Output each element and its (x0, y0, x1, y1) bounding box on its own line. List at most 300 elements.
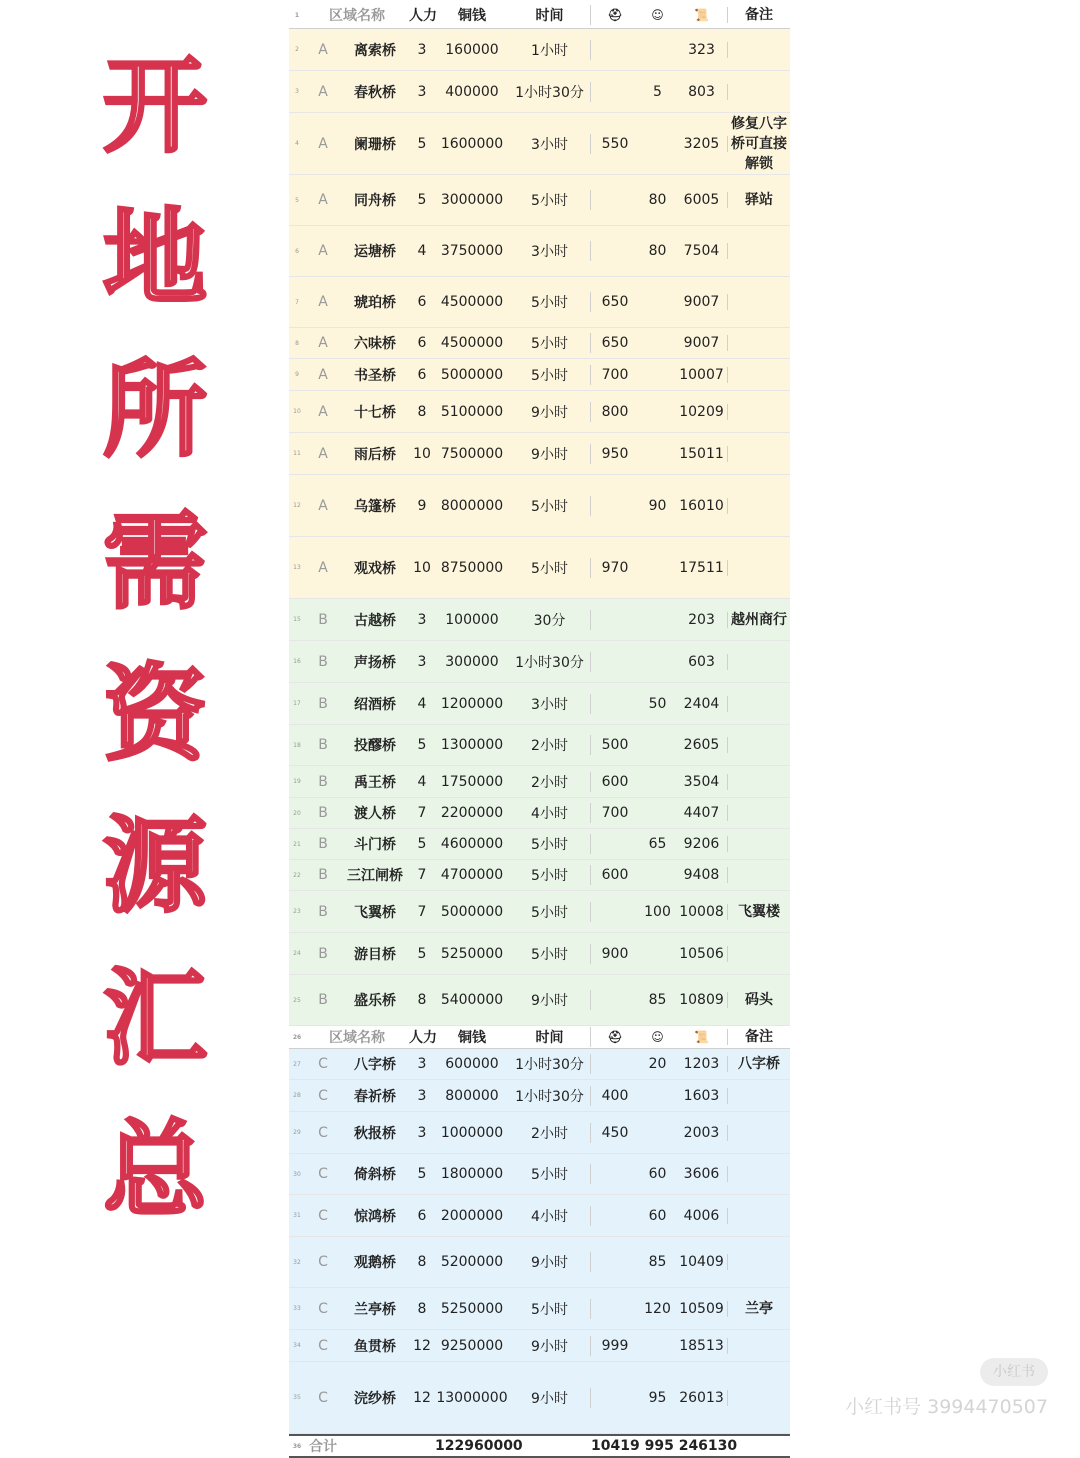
table-row (289, 766, 790, 798)
resource2-cell: 50 (648, 695, 667, 712)
money-cell: 9250000 (440, 1337, 504, 1354)
title-char: 汇 (102, 957, 207, 1079)
row-number: 24 (293, 950, 301, 957)
area-cell: C (318, 1337, 328, 1354)
row-number: 2 (295, 46, 299, 53)
area-cell: A (318, 243, 328, 259)
table-row (289, 475, 790, 537)
resource3-cell: 3606 (676, 1166, 728, 1182)
bridge-name: 观戏桥 (354, 560, 396, 577)
area-cell: C (318, 1254, 328, 1270)
row-number: 3 (295, 88, 299, 95)
time-cell: 5小时 (509, 944, 591, 964)
manpower-cell: 9 (417, 497, 427, 514)
time-cell: 3小时 (509, 134, 591, 154)
header-time: 时间 (509, 1027, 591, 1047)
resource3-cell: 4006 (676, 1208, 728, 1224)
area-cell: B (318, 653, 328, 670)
resource1-cell: 999 (601, 1337, 629, 1354)
money-cell: 4700000 (440, 867, 504, 883)
manpower-cell: 3 (417, 1087, 427, 1104)
bridge-name: 鱼贯桥 (354, 1338, 396, 1355)
table-row (289, 1237, 790, 1288)
time-cell: 1小时30分 (509, 652, 591, 672)
time-cell: 30分 (509, 610, 591, 630)
row-number: 19 (293, 778, 301, 785)
row-number: 27 (293, 1060, 301, 1068)
bridge-name: 三江闸桥 (347, 868, 403, 884)
table-row (289, 933, 790, 975)
title-char: 需 (102, 501, 207, 623)
row-number: 6 (295, 247, 299, 255)
total-r3: 246130 (678, 1438, 738, 1454)
bridge-name: 盛乐桥 (354, 993, 396, 1009)
time-cell: 5小时 (509, 1164, 591, 1184)
area-cell: C (318, 1087, 328, 1104)
table-row (289, 860, 790, 891)
resource3-cell: 3205 (676, 136, 728, 152)
title-char: 总 (102, 1109, 207, 1231)
manpower-cell: 6 (417, 335, 427, 351)
manpower-cell: 5 (417, 945, 427, 962)
header-manpower: 人力 (409, 1030, 437, 1046)
area-cell: C (318, 1389, 328, 1406)
money-cell: 1000000 (440, 1124, 504, 1141)
manpower-cell: 10 (413, 559, 431, 576)
table-row (289, 1112, 790, 1154)
bridge-name: 春秋桥 (354, 84, 396, 101)
header-manpower: 人力 (409, 8, 437, 24)
app-logo: 小红书 (980, 1358, 1048, 1386)
time-cell: 3小时 (509, 241, 591, 261)
scroll-icon: 📜 (676, 1029, 728, 1045)
time-cell: 4小时 (509, 1206, 591, 1226)
row-number: 36 (292, 1442, 302, 1450)
bridge-name: 斗门桥 (354, 837, 396, 853)
row-number: 16 (293, 658, 301, 665)
money-cell: 5100000 (440, 403, 504, 420)
money-cell: 7500000 (440, 445, 504, 462)
table-row (289, 1288, 790, 1330)
manpower-cell: 10 (413, 445, 431, 462)
manpower-cell: 5 (417, 192, 427, 208)
area-cell: B (318, 903, 328, 920)
resource3-cell: 15011 (676, 446, 728, 462)
manpower-cell: 8 (417, 403, 427, 420)
row-number: 17 (293, 700, 301, 707)
time-cell: 9小时 (509, 402, 591, 422)
row-number: 33 (293, 1305, 301, 1312)
resource3-cell: 17511 (676, 560, 728, 576)
total-label: 合计 (309, 1439, 337, 1455)
row-number: 34 (293, 1342, 301, 1349)
money-cell: 2200000 (440, 805, 504, 821)
bridge-name: 倚斜桥 (354, 1167, 396, 1183)
manpower-cell: 5 (417, 135, 427, 152)
resource1-cell: 500 (601, 737, 629, 753)
resource3-cell: 2003 (676, 1125, 728, 1141)
resource2-cell: 20 (648, 1056, 667, 1072)
manpower-cell: 3 (417, 83, 427, 100)
table-row (289, 683, 790, 725)
area-cell: B (318, 737, 328, 753)
manpower-cell: 4 (417, 243, 427, 259)
table-row (289, 537, 790, 599)
money-cell: 4500000 (440, 294, 504, 310)
time-cell: 5小时 (509, 558, 591, 578)
bridge-name: 八字桥 (354, 1057, 396, 1073)
row-number: 29 (293, 1129, 301, 1136)
resource2-cell: 60 (648, 1207, 667, 1224)
money-cell: 100000 (445, 611, 499, 628)
table-header (289, 1026, 790, 1049)
bridge-name: 兰亭桥 (354, 1301, 396, 1318)
money-cell: 5400000 (440, 992, 504, 1008)
title-char: 源 (102, 805, 207, 927)
money-cell: 160000 (445, 41, 499, 58)
resource1-cell: 700 (601, 366, 629, 383)
resource1-cell: 650 (601, 335, 629, 351)
manpower-cell: 8 (417, 1300, 427, 1317)
money-cell: 3000000 (440, 192, 504, 208)
area-cell: B (318, 611, 328, 628)
bridge-name: 浣纱桥 (354, 1390, 396, 1407)
resource3-cell: 7504 (676, 243, 728, 259)
area-cell: B (318, 805, 328, 821)
money-cell: 5250000 (440, 1300, 504, 1317)
row-number: 28 (293, 1092, 301, 1099)
resource3-cell: 16010 (676, 498, 728, 514)
resource3-cell: 10007 (676, 367, 728, 383)
resource3-cell: 323 (676, 42, 728, 58)
title-char: 资 (102, 653, 207, 775)
manpower-cell: 7 (417, 867, 427, 883)
manpower-cell: 5 (417, 1166, 427, 1182)
resource1-cell: 800 (601, 403, 629, 420)
time-cell: 5小时 (509, 496, 591, 516)
resource2-cell: 120 (644, 1300, 671, 1317)
time-cell: 9小时 (509, 1252, 591, 1272)
time-cell: 1小时30分 (509, 1054, 591, 1074)
total-money: 122960000 (435, 1438, 523, 1454)
total-resources (591, 1438, 738, 1454)
resource3-cell: 603 (676, 654, 728, 670)
money-cell: 800000 (445, 1087, 499, 1104)
resource2-cell: 80 (648, 243, 667, 259)
table-row (289, 1049, 790, 1080)
total-r2: 995 (644, 1438, 674, 1454)
area-cell: A (318, 497, 328, 514)
header-money: 铜钱 (458, 1030, 486, 1046)
table-row (289, 226, 790, 277)
time-cell: 5小时 (509, 834, 591, 854)
resource3-cell: 2605 (676, 737, 728, 753)
table-row (289, 277, 790, 328)
bridge-name: 渡人桥 (354, 806, 396, 822)
note-cell: 驿站 (745, 192, 773, 208)
bridge-name: 游目桥 (354, 946, 396, 963)
area-cell: A (318, 41, 328, 58)
resource2-cell: 95 (648, 1389, 667, 1406)
resource2-cell: 90 (648, 497, 667, 514)
row-number: 30 (293, 1170, 301, 1178)
total-row (289, 1434, 790, 1458)
money-cell: 1800000 (440, 1166, 504, 1182)
manpower-cell: 3 (417, 1056, 427, 1072)
resource1-cell: 900 (601, 945, 629, 962)
table-row (289, 1154, 790, 1195)
area-cell: B (318, 836, 328, 852)
helmet-icon: ⛑ (607, 8, 623, 22)
resource1-cell: 450 (601, 1124, 629, 1141)
bridge-name: 飞翼桥 (354, 904, 396, 921)
time-cell: 1小时 (509, 40, 591, 60)
resource3-cell: 3504 (676, 774, 728, 790)
table-row (289, 1362, 790, 1434)
time-cell: 1小时30分 (509, 1086, 591, 1106)
money-cell: 5200000 (440, 1254, 504, 1270)
area-cell: C (318, 1124, 328, 1141)
area-cell: C (318, 1056, 328, 1072)
time-cell: 5小时 (509, 865, 591, 885)
header-area: 区域名称 (329, 1030, 385, 1046)
note-cell: 八字桥 (738, 1056, 780, 1072)
row-number: 7 (295, 298, 299, 306)
money-cell: 4500000 (440, 335, 504, 351)
area-cell: A (318, 559, 328, 576)
manpower-cell: 12 (413, 1389, 431, 1406)
bridge-name: 绍酒桥 (354, 696, 396, 713)
resource1-cell: 970 (601, 559, 629, 576)
time-cell: 3小时 (509, 694, 591, 714)
resource2-cell: 85 (648, 1254, 667, 1270)
resource3-cell: 1603 (676, 1088, 728, 1104)
money-cell: 8000000 (440, 497, 504, 514)
bridge-name: 古越桥 (354, 612, 396, 629)
area-cell: C (318, 1166, 328, 1182)
bridge-name: 离索桥 (354, 42, 396, 59)
table-row (289, 29, 790, 71)
money-cell: 8750000 (440, 559, 504, 576)
resource3-cell: 9206 (676, 836, 728, 852)
manpower-cell: 3 (417, 41, 427, 58)
resource2-cell: 60 (648, 1166, 667, 1182)
row-number: 9 (295, 371, 299, 378)
time-cell: 5小时 (509, 1299, 591, 1319)
title-char: 开 (102, 45, 207, 167)
time-cell: 2小时 (509, 735, 591, 755)
watermark: 小红书号 3994470507 (845, 1396, 1048, 1418)
bridge-name: 雨后桥 (354, 446, 396, 463)
bridge-name: 琥珀桥 (354, 295, 396, 311)
resource3-cell: 26013 (676, 1390, 728, 1406)
face-icon: ☺ (651, 1030, 664, 1044)
manpower-cell: 5 (417, 836, 427, 852)
bridge-name: 六味桥 (354, 336, 396, 352)
manpower-cell: 12 (413, 1337, 431, 1354)
money-cell: 13000000 (436, 1389, 508, 1406)
money-cell: 600000 (445, 1056, 499, 1072)
resource3-cell: 18513 (676, 1338, 728, 1354)
time-cell: 2小时 (509, 1123, 591, 1143)
header-money: 铜钱 (458, 8, 486, 24)
bridge-name: 十七桥 (354, 404, 396, 421)
resource3-cell: 4407 (676, 805, 728, 821)
manpower-cell: 4 (417, 695, 427, 712)
area-cell: C (318, 1300, 328, 1317)
note-cell: 兰亭 (745, 1300, 773, 1317)
time-cell: 4小时 (509, 803, 591, 823)
resource2-cell: 80 (648, 192, 667, 208)
money-cell: 400000 (445, 83, 499, 100)
row-number: 26 (292, 1033, 302, 1041)
money-cell: 4600000 (440, 836, 504, 852)
resource-table (289, 2, 790, 1458)
resource3-cell: 6005 (676, 192, 728, 208)
row-number: 8 (295, 339, 299, 347)
resource1-cell: 400 (601, 1087, 629, 1104)
area-cell: A (318, 403, 328, 420)
scroll-icon: 📜 (676, 7, 728, 23)
table-row (289, 433, 790, 475)
manpower-cell: 8 (417, 992, 427, 1008)
area-cell: A (318, 445, 328, 462)
area-cell: B (318, 695, 328, 712)
row-number: 32 (293, 1258, 301, 1266)
money-cell: 1600000 (440, 135, 504, 152)
note-cell: 飞翼楼 (738, 903, 780, 920)
resource3-cell: 10008 (676, 904, 728, 920)
manpower-cell: 8 (417, 1254, 427, 1270)
money-cell: 5000000 (440, 366, 504, 383)
row-number: 31 (293, 1212, 301, 1219)
bridge-name: 乌篷桥 (354, 498, 396, 515)
table-row (289, 829, 790, 860)
money-cell: 1200000 (440, 695, 504, 712)
page-title (100, 30, 210, 1246)
resource1-cell: 550 (601, 135, 629, 152)
time-cell: 5小时 (509, 902, 591, 922)
resource2-cell: 100 (644, 903, 671, 920)
money-cell: 1300000 (440, 737, 504, 753)
bridge-name: 声扬桥 (354, 654, 396, 671)
area-cell: A (318, 83, 328, 100)
time-cell: 1小时30分 (509, 82, 591, 102)
resource3-cell: 10509 (676, 1301, 728, 1317)
manpower-cell: 5 (417, 737, 427, 753)
area-cell: B (318, 992, 328, 1008)
table-row (289, 71, 790, 113)
resource2-cell: 85 (648, 992, 667, 1008)
manpower-cell: 3 (417, 1124, 427, 1141)
helmet-icon: ⛑ (607, 1030, 623, 1044)
table-row (289, 891, 790, 933)
area-cell: A (318, 335, 328, 351)
money-cell: 2000000 (440, 1207, 504, 1224)
row-number: 13 (293, 564, 301, 571)
total-r1: 10419 (591, 1438, 640, 1454)
bridge-name: 阑珊桥 (354, 136, 396, 153)
manpower-cell: 7 (417, 805, 427, 821)
header-area: 区域名称 (329, 8, 385, 24)
money-cell: 1750000 (440, 773, 504, 790)
area-cell: A (318, 366, 328, 383)
row-number: 25 (293, 996, 301, 1004)
time-cell: 5小时 (509, 292, 591, 312)
table-row (289, 641, 790, 683)
resource1-cell: 600 (601, 773, 629, 790)
bridge-name: 运塘桥 (354, 244, 396, 260)
row-number: 10 (293, 408, 301, 415)
row-number: 4 (295, 140, 299, 147)
resource1-cell: 700 (601, 805, 629, 821)
bridge-name: 书圣桥 (354, 367, 396, 384)
time-cell: 5小时 (509, 333, 591, 353)
note-cell: 越州商行 (731, 611, 787, 628)
table-row (289, 391, 790, 433)
table-row (289, 175, 790, 226)
table-row (289, 798, 790, 829)
manpower-cell: 3 (417, 611, 427, 628)
money-cell: 5000000 (440, 903, 504, 920)
time-cell: 9小时 (509, 990, 591, 1010)
manpower-cell: 6 (417, 366, 427, 383)
table-row (289, 359, 790, 391)
time-cell: 9小时 (509, 444, 591, 464)
bridge-name: 投醪桥 (354, 738, 396, 754)
money-cell: 300000 (445, 653, 499, 670)
resource3-cell: 10809 (676, 992, 728, 1008)
bridge-name: 同舟桥 (354, 193, 396, 209)
row-number: 12 (293, 502, 301, 509)
header-note: 备注 (745, 1029, 773, 1045)
face-icon: ☺ (651, 8, 664, 22)
bridge-name: 观鹅桥 (354, 1255, 396, 1271)
resource1-cell: 600 (601, 867, 629, 883)
resource3-cell: 2404 (676, 696, 728, 712)
row-number: 18 (293, 741, 301, 749)
bridge-name: 秋报桥 (354, 1125, 396, 1142)
row-number: 35 (293, 1394, 301, 1401)
table-row (289, 599, 790, 641)
row-number: 23 (293, 908, 301, 915)
table-row (289, 1195, 790, 1237)
note-cell: 码头 (745, 992, 773, 1008)
table-row (289, 725, 790, 766)
resource2-cell: 5 (653, 83, 662, 100)
area-cell: A (318, 294, 328, 310)
time-cell: 9小时 (509, 1336, 591, 1356)
money-cell: 3750000 (440, 243, 504, 259)
area-cell: B (318, 867, 328, 883)
note-cell: 修复八字桥可直接解锁 (731, 115, 787, 172)
manpower-cell: 6 (417, 1207, 427, 1224)
table-row (289, 328, 790, 359)
resource3-cell: 203 (676, 612, 728, 628)
row-number: 5 (295, 196, 299, 204)
area-cell: B (318, 945, 328, 962)
time-cell: 9小时 (509, 1388, 591, 1408)
bridge-name: 禹王桥 (354, 774, 396, 791)
resource3-cell: 9408 (676, 867, 728, 883)
row-number: 1 (294, 11, 300, 19)
table-row (289, 1330, 790, 1362)
time-cell: 5小时 (509, 365, 591, 385)
resource3-cell: 10506 (676, 946, 728, 962)
money-cell: 5250000 (440, 945, 504, 962)
manpower-cell: 4 (417, 773, 427, 790)
row-number: 20 (293, 809, 301, 817)
